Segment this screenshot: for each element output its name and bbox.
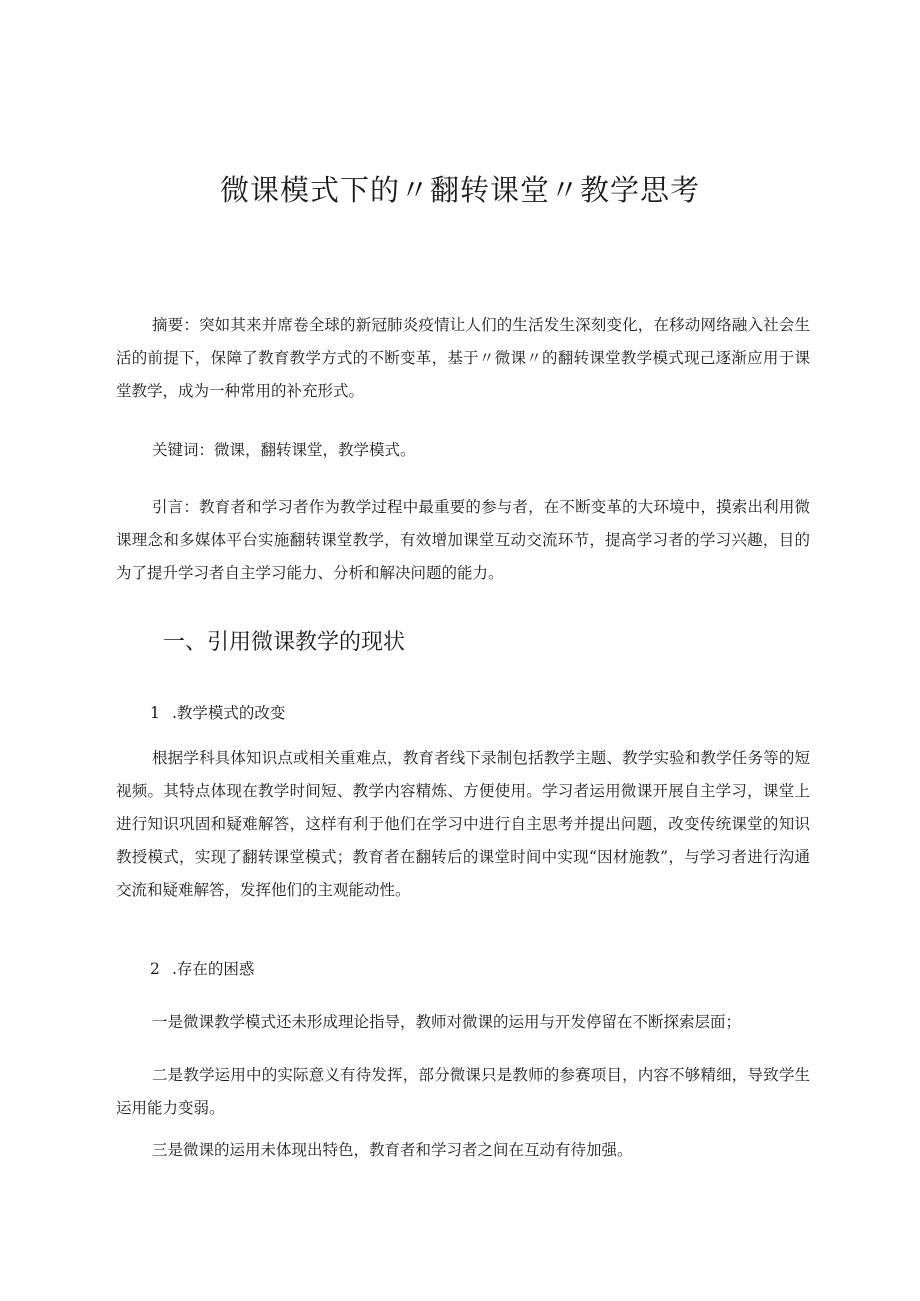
confusion-point-2: 二是教学运用中的实际意义有待发挥，部分微课只是教师的参赛项目，内容不够精细，导致学生运用能力变弱。 bbox=[116, 1066, 810, 1117]
confusion-point-3: 三是微课的运用未体现出特色，教育者和学习者之间在互动有待加强。 bbox=[152, 1141, 633, 1159]
abstract-paragraph: 摘要：突如其来并席卷全球的新冠肺炎疫情让人们的生活发生深刻变化，在移动网络融入社会生活的前提下，保障了教育教学方式的不断变革，基于〃微课〃的翻转课堂教学模式现己逐渐应用于课堂教学，成为一种常用的补充形式。 bbox=[116, 316, 810, 400]
section-heading: 一、引用微课教学的现状 bbox=[163, 630, 406, 655]
subsection-number: 1 bbox=[150, 704, 160, 722]
document-title: 微课模式下的〃翻转课堂〃教学思考 bbox=[219, 173, 700, 207]
subsection-heading-1 bbox=[150, 697, 285, 730]
subsection-title: .存在的困惑 bbox=[172, 960, 255, 978]
subsection-number: 2 bbox=[150, 960, 160, 978]
introduction-paragraph: 引言：教育者和学习者作为教学过程中最重要的参与者，在不断变革的大环境中，摸索出利用微课理念和多媒体平台实施翻转课堂教学，有效增加课堂互动交流环节，提高学习者的学习兴趣，目的为了提升学习者自主学习能力、分析和解决问题的能力。 bbox=[116, 498, 810, 582]
subsection-heading-2 bbox=[150, 953, 254, 986]
subsection-1-body: 根据学科具体知识点或相关重难点，教育者线下录制包括教学主题、教学实验和教学任务等的短视频。其特点体现在教学时间短、教学内容精炼、方便使用。学习者运用微课开展自主学习，课堂上进行知识巩固和疑难解答，这样有利于他们在学习中进行自主思考并提出问题，改变传统课堂的知识教授模式，实现了翻转课堂模式；教育者在翻转后的课堂时间中实现“因材施教”，与学习者进行沟通交流和疑难解答，发挥他们的主观能动性。 bbox=[116, 749, 810, 899]
subsection-title: .教学模式的改变 bbox=[172, 704, 286, 722]
keywords-paragraph: 关键词：微课，翻转课堂，教学模式。 bbox=[152, 441, 416, 459]
confusion-point-1: 一是微课教学模式还未形成理论指导，教师对微课的运用与开发停留在不断探索层面； bbox=[152, 1013, 742, 1031]
